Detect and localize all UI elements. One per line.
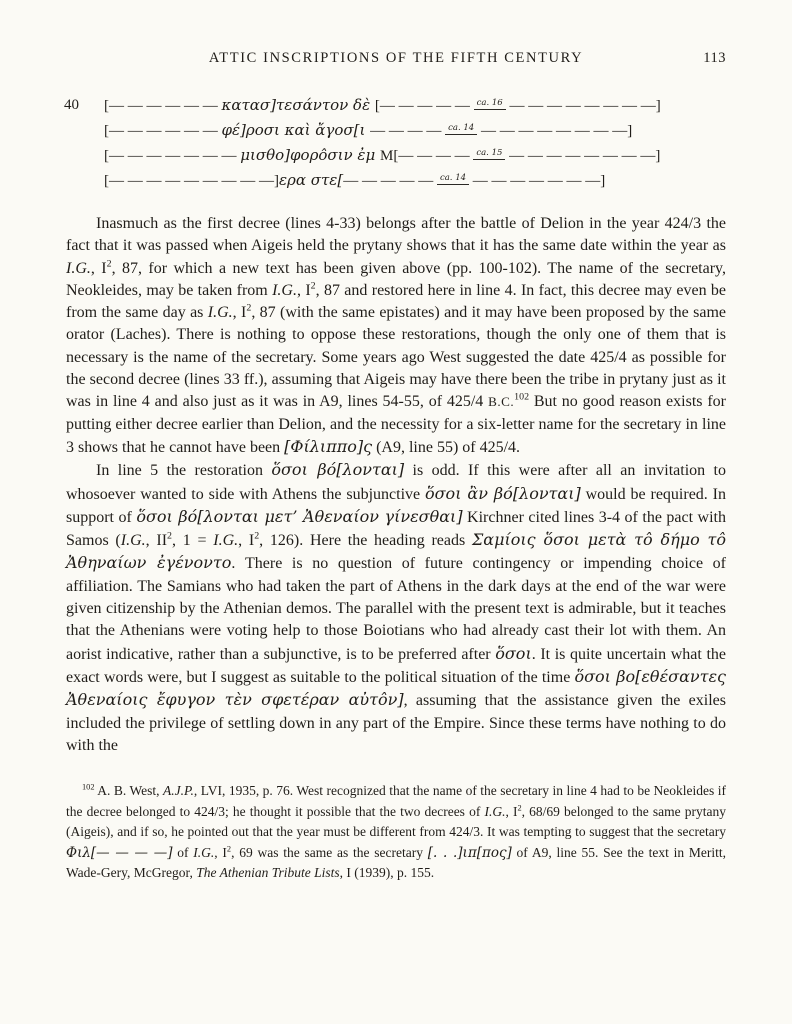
text-run: [— — — — — — xyxy=(104,123,222,139)
text-run: I.G. xyxy=(272,281,297,299)
text-run: , 126). Here the heading reads xyxy=(259,532,472,550)
text-run: φέ]ροσι καὶ ἄγοσ[ι xyxy=(221,121,371,139)
body-text xyxy=(66,213,726,757)
text-run: of A9, line 55. See the text in Meritt, Wade-Gery, McGregor, xyxy=(66,844,726,881)
text-run: I.G. xyxy=(66,259,91,277)
text-run: — — — — — xyxy=(343,173,437,189)
text-run: [Φίλιππο]ς xyxy=(284,436,373,456)
text-run: 2 xyxy=(167,530,172,542)
footnote xyxy=(66,781,726,884)
text-run: [— — — — — — — xyxy=(104,148,241,164)
text-run: ὅσοι ἂν βό[λονται] xyxy=(425,483,581,503)
text-run: ὅσοι βο[εθέσαντες Ἀθεναίοις ἔφυγον τὲν σφετέραν αὐτο̂ν] xyxy=(66,666,727,710)
text-run: 102 xyxy=(82,782,95,792)
text-run: , 1 = xyxy=(172,532,214,550)
text-run: Μ[— — — — xyxy=(380,148,474,164)
text-run: , 87, for which a new text has been given above (pp. 100-102). The name of the secretary, Neokleides, may be taken from xyxy=(66,259,727,299)
text-run: [— — — — — — — — —] xyxy=(104,173,279,189)
paragraph xyxy=(66,213,726,459)
text-run: 2 xyxy=(106,258,112,270)
text-run: , 87 and restored here in line 4. In fact, this decree may even be from the same day as xyxy=(66,281,727,322)
text-run: 2 xyxy=(310,280,316,292)
text-run: In line 5 the restoration xyxy=(96,462,272,480)
text-run: I.G. xyxy=(484,803,506,819)
inscription-number: 40 xyxy=(64,97,79,113)
text-run: [— — — — — xyxy=(374,98,474,114)
text-run: I.G. xyxy=(193,844,215,860)
text-run: [— — — — — — xyxy=(104,98,222,114)
text-run: — — — — — — — —] xyxy=(505,98,661,114)
text-run: Kirchner cited lines 3-4 of the pact with Samos ( xyxy=(66,508,727,550)
text-run: , 68/69 belonged to the same prytany (Aigeis), and if so, he pointed out that the year must be different from 424/3. It was tempting to suggest that the secretary xyxy=(66,803,726,840)
text-run: 2 xyxy=(246,302,252,314)
inscription-line xyxy=(66,118,726,143)
page-header xyxy=(66,50,726,67)
text-run: , assuming that the assistance given the exiles included the privilege of settling down in any part of the Empire. Since these terms have nothing to do with the xyxy=(66,692,726,754)
text-run: The Athenian Tribute Lists xyxy=(196,865,340,881)
text-run: — — — — — — — —] xyxy=(505,148,661,164)
text-run: , I xyxy=(214,844,227,860)
text-run: (A9, line 55) of 425/4. xyxy=(372,438,521,456)
text-run: A.J.P. xyxy=(163,783,194,799)
running-title: ATTIC INSCRIPTIONS OF THE FIFTH CENTURY xyxy=(208,50,584,66)
text-run: , I xyxy=(90,259,107,277)
inscription-line xyxy=(66,143,726,168)
text-run: ερα στε[ xyxy=(279,171,344,189)
text-run: 2 xyxy=(517,803,522,813)
inscription-block xyxy=(66,93,726,193)
text-run: A. B. West, xyxy=(94,783,163,799)
text-run: ca. 14 xyxy=(437,174,469,185)
page-number: 113 xyxy=(703,50,726,66)
text-run: , I xyxy=(505,803,518,819)
text-run: . There is no question of future contingency or impending choice of affiliation. The Samians who had taken the part of Athens in the dark days at the end of the war were given citizenship by the Athenian demos. The parallel with the present text is admirable, but it teaches that the Athenians were voting help to those Boiotians who had already cast their lot with them. An aorist indicative, rather than a subjunctive, is to be preferred after xyxy=(66,555,727,663)
text-run: ca. 14 xyxy=(445,124,477,135)
text-run: — — — — — — — —] xyxy=(477,123,633,139)
text-run: 2 xyxy=(254,530,260,542)
inscription-line-text xyxy=(104,148,660,164)
text-run: , I xyxy=(296,281,311,299)
text-run: Inasmuch as the first decree (lines 4-33) belongs after the battle of Delion in the year 424/3 the fact that it was passed when Aigeis held the prytany shows that it has the same date within the year as xyxy=(66,215,726,255)
text-run: , 69 was the same as the secretary xyxy=(231,844,428,860)
inscription-line-text xyxy=(104,98,661,114)
text-run: But no good reason exists for putting either decree earlier than Delion, and the necessity for a six-letter name for the secretary in line 3 shows that he cannot have been xyxy=(66,393,726,456)
text-run: . It is quite uncertain what the exact words were, but I suggest as suitable to the political situation of the time xyxy=(66,645,727,686)
text-run: , LVI, 1935, p. 76. West recognized that the name of the secretary in line 4 had to be Neokleides if the decree belonged to 424/3; he thought it possible that the two decrees of xyxy=(66,783,726,819)
inscription-line xyxy=(66,168,726,193)
text-run: is odd. If this were after all an invitation to whosoever wanted to side with Athens the subjunctive xyxy=(66,462,727,503)
text-run: Σαμίοις ὅσοι μετὰ το̂ δήμο το̂ Ἀθηναίων ἐγένοντο xyxy=(66,530,727,573)
text-run: ca. 15 xyxy=(473,149,505,160)
text-run: of xyxy=(172,844,194,860)
paragraph xyxy=(66,459,726,757)
text-run: , I (1939), p. 155. xyxy=(339,865,435,881)
text-run: ὅσοι xyxy=(495,643,532,663)
inscription-line-text xyxy=(104,173,605,189)
text-run: — — — — — — —] xyxy=(469,173,606,189)
text-run: I.G. xyxy=(120,532,146,550)
inscription-line-text xyxy=(104,123,632,139)
text-run: Φιλ[— — — —] xyxy=(66,844,173,861)
text-run: μισθο]φορο̂σιν ἐμ xyxy=(240,146,380,164)
text-run: , II xyxy=(145,532,168,550)
inscription-line xyxy=(66,93,726,118)
text-run: I.G. xyxy=(207,304,233,322)
text-run: ὅσοι βό[λονται] xyxy=(271,460,405,480)
text-run: , 87 (with the same epistates) and it may have been proposed by the same orator (Laches). There is nothing to oppose these restorations, though the only one of them that is necessary is the name of the secretary. Some years ago West suggested the date 425/4 as possible for the second decree (lines 33 ff.), assuming that Aigeis may have there been the tribe in prytany just as it was in line 4 and also just as it was in A9, lines 54-55, of 425/4 xyxy=(66,304,727,411)
text-run: 2 xyxy=(226,844,232,854)
text-run: , I xyxy=(232,304,247,322)
text-run: ca. 16 xyxy=(474,99,506,110)
text-run: would be required. In support of xyxy=(66,485,726,526)
text-run: 102 xyxy=(514,392,530,404)
text-run: — — — — xyxy=(370,123,446,139)
text-run: κατασ]τεσάντον δὲ xyxy=(221,96,375,114)
text-run: , I xyxy=(238,532,255,550)
text-run: ὅσοι βό[λονται μετ’ Ἀθεναίον γίνεσθαι] xyxy=(136,506,463,526)
text-run: B.C. xyxy=(488,394,515,410)
text-run: [. . .]ιπ[πος] xyxy=(427,844,512,861)
text-run: I.G. xyxy=(213,532,239,550)
